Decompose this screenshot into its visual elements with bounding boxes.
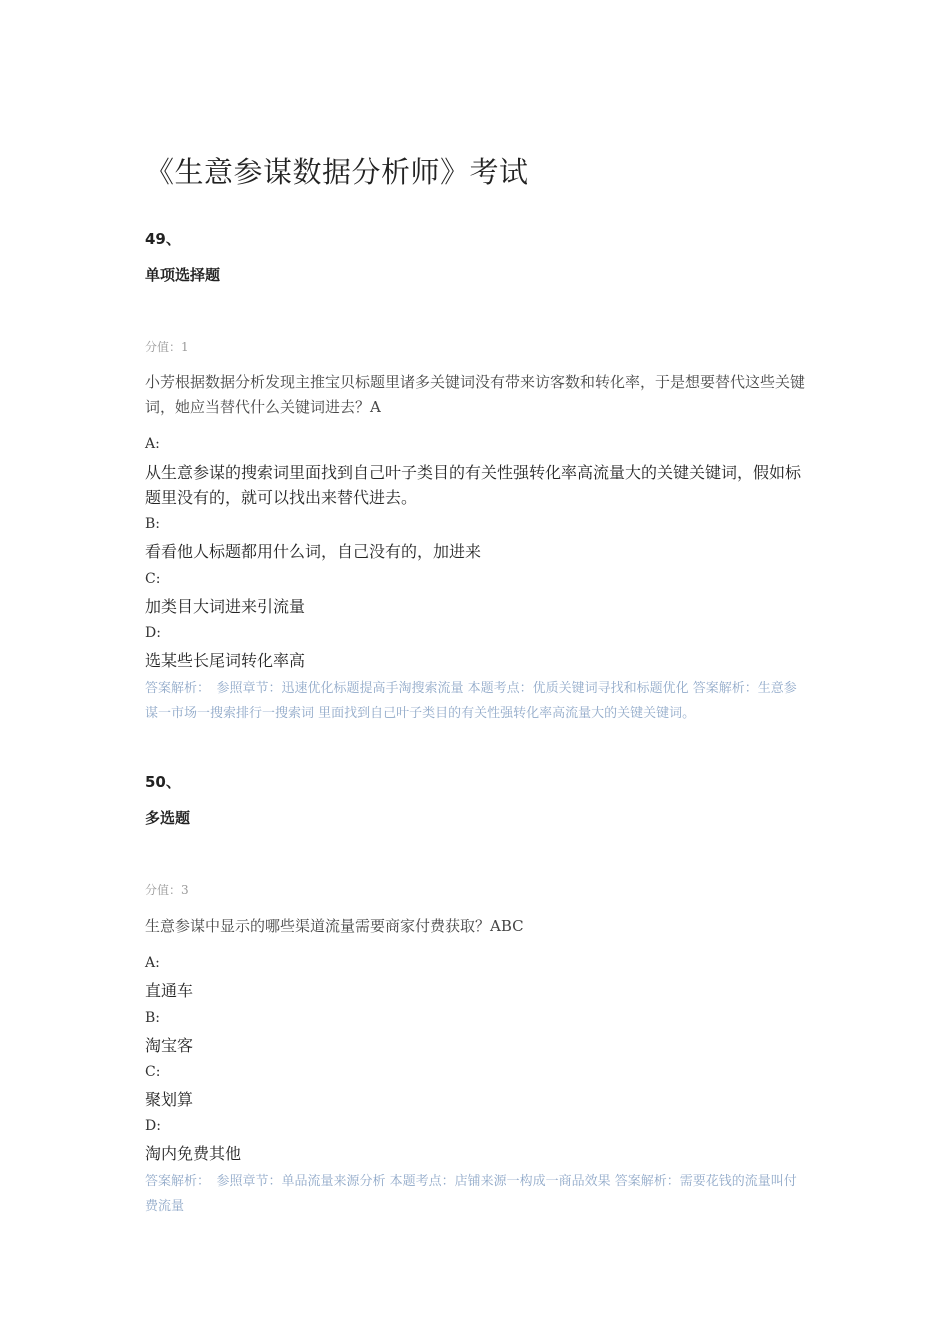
answer-analysis: 答案解析： 参照章节：单品流量来源分析 本题考点：店铺来源一构成一商品效果 答案解析：需要花钱的流量叫付费流量 [145, 1174, 797, 1214]
question-score: 分值：1 [145, 340, 189, 354]
option-text-c: 聚划算 [145, 1090, 194, 1109]
option-text-c: 加类目大词进来引流量 [145, 597, 306, 616]
option-label-b: B: [145, 1010, 161, 1026]
question-stem: 生意参谋中显示的哪些渠道流量需要商家付费获取？ABC [145, 917, 524, 935]
document-title: 《生意参谋数据分析师》考试 [145, 155, 529, 189]
option-text-d: 选某些长尾词转化率高 [145, 651, 306, 670]
option-text-b: 淘宝客 [145, 1036, 194, 1055]
question-number: 50、 [145, 773, 181, 791]
option-text-d: 淘内免费其他 [145, 1144, 242, 1163]
answer-analysis: 答案解析： 参照章节：迅速优化标题提高手淘搜索流量 本题考点：优质关键词寻找和标题优化 答案解析：生意参谋一市场一搜索排行一搜索词 里面找到自己叶子类目的有关性强转化率高流量大的关键关键词。 [145, 681, 797, 721]
option-label-d: D: [145, 625, 161, 641]
question-stem: 小芳根据数据分析发现主推宝贝标题里诸多关键词没有带来访客数和转化率，于是想要替代这些关键词，她应当替代什么关键词进去？A [145, 373, 806, 416]
option-label-a: A: [145, 436, 160, 452]
option-label-b: B: [145, 516, 161, 532]
option-label-a: A: [145, 955, 160, 971]
option-text-b: 看看他人标题都用什么词，自己没有的，加进来 [145, 542, 482, 561]
option-label-c: C: [145, 1064, 161, 1080]
option-label-c: C: [145, 571, 161, 587]
option-text-a: 从生意参谋的搜索词里面找到自己叶子类目的有关性强转化率高流量大的关键关键词，假如标题里没有的，就可以找出来替代进去。 [145, 463, 802, 507]
option-text-a: 直通车 [145, 981, 194, 1000]
question-score: 分值：3 [145, 883, 189, 897]
option-label-d: D: [145, 1118, 161, 1134]
question-type: 多选题 [145, 809, 191, 827]
question-type: 单项选择题 [145, 266, 221, 284]
question-number: 49、 [145, 230, 181, 248]
